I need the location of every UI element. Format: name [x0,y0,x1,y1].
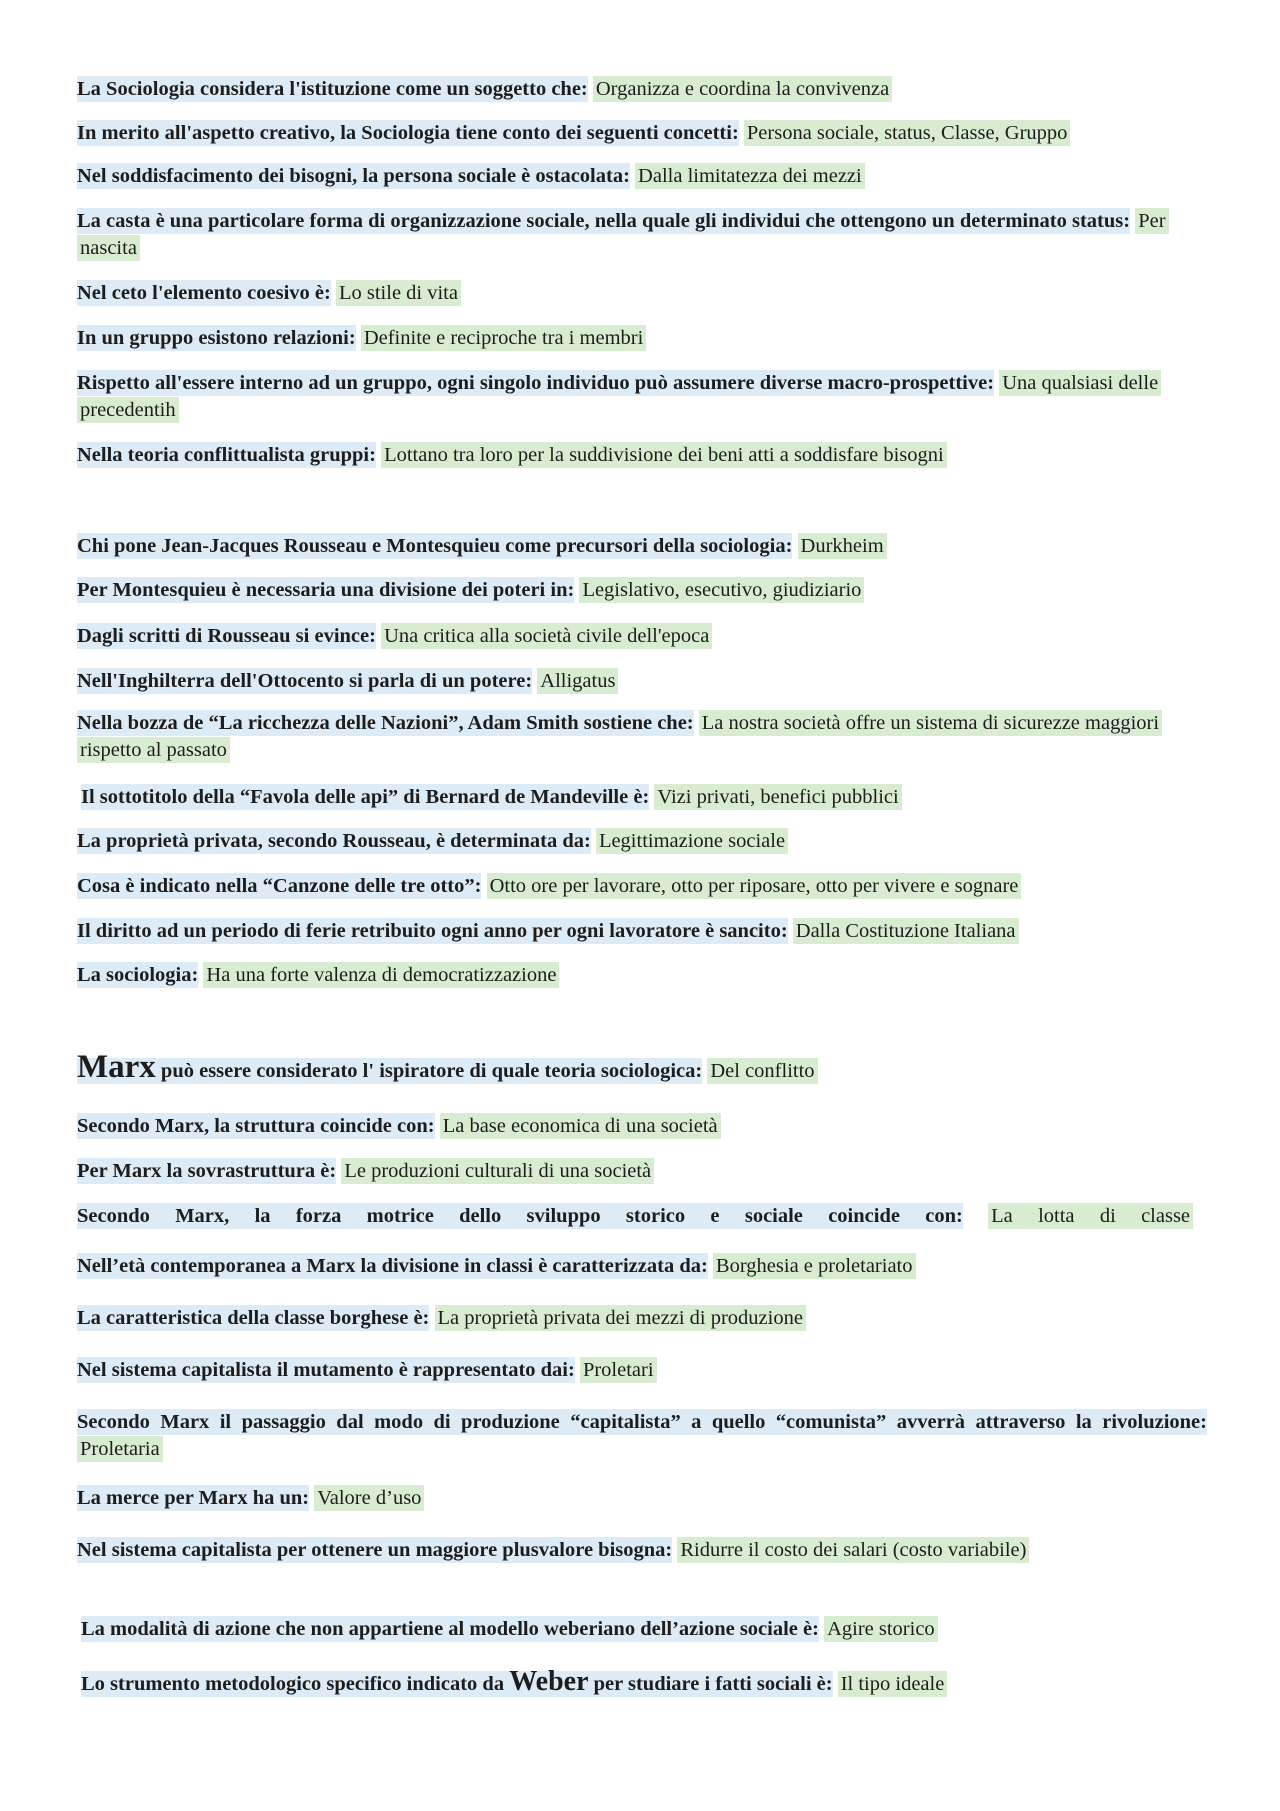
qa-item [77,325,1207,352]
qa-item [77,1305,1207,1332]
weber-heading: Weber [509,1666,589,1697]
answer: Durkheim [798,533,887,559]
answer: Del conflitto [707,1058,817,1084]
qa-item [77,1113,1207,1140]
answer: Le produzioni culturali di una società [341,1158,654,1184]
qa-item [77,828,1207,855]
qa-item [77,918,1207,945]
answer: Lottano tra loro per la suddivisione dei beni atti a soddisfare bisogni [381,442,947,468]
question: Secondo Marx, la forza motrice dello sviluppo storico e sociale coincide con: [77,1205,963,1227]
question: Chi pone Jean-Jacques Rousseau e Montesquieu come precursori della sociologia: [77,535,793,557]
qa-item [81,1616,1211,1643]
answer: Organizza e coordina la convivenza [593,76,892,102]
qa-item [77,76,1207,103]
qa-item [77,1537,1207,1564]
answer: Una critica alla società civile dell'epoca [381,623,712,649]
question: In un gruppo esistono relazioni: [77,327,356,349]
question: Secondo Marx, la struttura coincide con: [77,1115,435,1137]
qa-item [81,784,1211,811]
answer: Agire storico [824,1616,938,1642]
question: Nella bozza de “La ricchezza delle Nazioni”, Adam Smith sostiene che: [77,712,694,734]
question: Per Marx la sovrastruttura è: [77,1160,337,1182]
answer: Ridurre il costo dei salari (costo variabile) [677,1537,1029,1563]
answer: Il tipo ideale [838,1671,948,1697]
qa-item [77,163,1207,190]
question: La sociologia: [77,964,199,986]
qa-item [77,1409,1207,1463]
answer: La proprietà privata dei mezzi di produzione [435,1305,806,1331]
qa-item [77,1049,1207,1085]
question-text: Lo strumento metodologico specifico indicato da [81,1673,505,1695]
answer: Valore d’uso [314,1485,424,1511]
answer: Dalla limitatezza dei mezzi [635,163,865,189]
marx-heading: Marx [77,1049,156,1085]
question [81,1666,833,1697]
qa-item [77,668,1207,695]
answer: Lo stile di vita [336,280,461,306]
question: Per Montesquieu è necessaria una divisione dei poteri in: [77,579,575,601]
question-text-end: per studiare i fatti sociali è: [593,1673,833,1695]
answer: La lotta di classe [988,1203,1193,1229]
question: Il diritto ad un periodo di ferie retribuito ogni anno per ogni lavoratore è sancito: [77,920,788,942]
question: La caratteristica della classe borghese è: [77,1307,430,1329]
answer: La base economica di una società [440,1113,721,1139]
answer: Alligatus [537,668,618,694]
answer: Borghesia e proletariato [713,1253,916,1279]
answer: La nostra società offre un sistema di sicurezze maggiori rispetto al passato [77,710,1162,763]
answer: Proletaria [77,1436,163,1462]
question: Cosa è indicato nella “Canzone delle tre otto”: [77,875,482,897]
qa-item [77,442,1207,469]
qa-item [77,280,1207,307]
question: La proprietà privata, secondo Rousseau, è determinata da: [77,830,591,852]
answer: Proletari [580,1357,657,1383]
question: Nel ceto l'elemento coesivo è: [77,282,331,304]
question: Nella teoria conflittualista gruppi: [77,444,376,466]
answer: Legislativo, esecutivo, giudiziario [579,577,864,603]
question: Nell’età contemporanea a Marx la divisione in classi è caratterizzata da: [77,1255,708,1277]
question [77,1049,703,1085]
qa-item [77,533,1207,560]
qa-item [77,962,1207,989]
question: Nell'Inghilterra dell'Ottocento si parla di un potere: [77,670,533,692]
answer: Per nascita [77,208,1169,261]
answer: Legittimazione sociale [596,828,788,854]
answer: Otto ore per lavorare, otto per riposare, otto per vivere e sognare [487,873,1022,899]
qa-item [77,623,1207,650]
question: Dagli scritti di Rousseau si evince: [77,625,376,647]
qa-item [77,1357,1207,1384]
answer: Una qualsiasi delle precedentih [77,370,1161,423]
qa-item [77,1203,1193,1230]
question: Nel sistema capitalista per ottenere un maggiore plusvalore bisogna: [77,1539,673,1561]
qa-item [77,1253,1207,1280]
answer: Ha una forte valenza di democratizzazione [203,962,559,988]
qa-item [77,577,1207,604]
answer: Definite e reciproche tra i membri [361,325,646,351]
question: La modalità di azione che non appartiene al modello weberiano dell’azione sociale è: [81,1618,819,1640]
answer: Dalla Costituzione Italiana [793,918,1019,944]
qa-item [77,120,1207,147]
question: Il sottotitolo della “Favola delle api” di Bernard de Mandeville è: [81,786,650,808]
question: La Sociologia considera l'istituzione come un soggetto che: [77,78,588,100]
answer: Vizi privati, benefici pubblici [654,784,901,810]
qa-item [77,208,1207,262]
qa-item [81,1668,1211,1698]
question: Secondo Marx il passaggio dal modo di produzione “capitalista” a quello “comunista” avverrà attraverso la rivoluzione: [77,1411,1207,1433]
question: La merce per Marx ha un: [77,1487,310,1509]
question: In merito all'aspetto creativo, la Sociologia tiene conto dei seguenti concetti: [77,122,739,144]
qa-item [77,873,1207,900]
question-text: può essere considerato l' ispiratore di quale teoria sociologica: [160,1060,703,1082]
qa-item [77,710,1207,764]
answer: Persona sociale, status, Classe, Gruppo [744,120,1071,146]
question: Nel soddisfacimento dei bisogni, la persona sociale è ostacolata: [77,165,630,187]
qa-item [77,1158,1207,1185]
question: Rispetto all'essere interno ad un gruppo, ogni singolo individuo può assumere diverse macro-prospettive: [77,372,995,394]
question: La casta è una particolare forma di organizzazione sociale, nella quale gli individui che ottengono un determinato status: [77,210,1131,232]
qa-item [77,1485,1207,1512]
question: Nel sistema capitalista il mutamento è rappresentato dai: [77,1359,575,1381]
qa-item [77,370,1207,424]
